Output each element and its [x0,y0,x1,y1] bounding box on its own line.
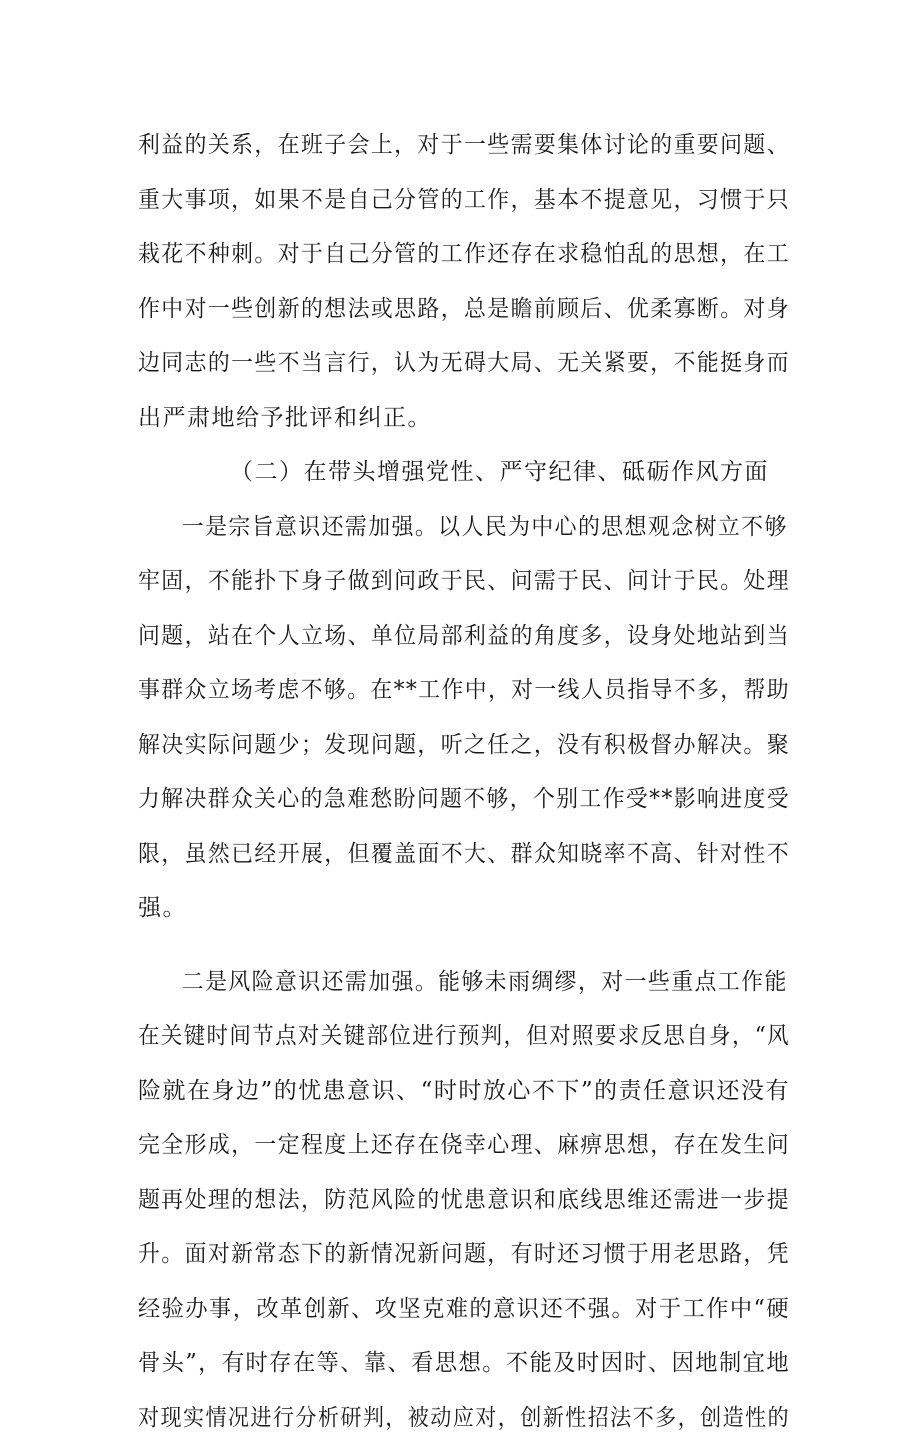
document-body [138,118,790,1445]
text-line: 作中对一些创新的想法或思路，总是瞻前顾后、优柔寡断。对身 [138,282,758,337]
text-line: 解决实际问题少；发现问题，听之任之，没有积极督办解决。聚 [138,718,758,773]
text-line: 对现实情况进行分析研判，被动应对，创新性招法不多，创造性的 [138,1391,736,1445]
text-line: 事群众立场考虑不够。在**工作中，对一线人员指导不多，帮助 [138,663,756,718]
text-line: 完全形成，一定程度上还存在侥幸心理、麻痹思想，存在发生问 [138,1118,758,1173]
text-line: 二是风险意识还需加强。能够未雨绸缪，对一些重点工作能 [138,955,758,1010]
text-line: 重大事项，如果不是自己分管的工作，基本不提意见，习惯于只 [138,173,758,228]
text-line: 栽花不种刺。对于自己分管的工作还存在求稳怕乱的思想，在工 [138,227,758,282]
text-line: 边同志的一些不当言行，认为无碍大局、无关紧要，不能挺身而 [138,336,758,391]
paragraph-gap [138,936,790,955]
text-line: 险就在身边”的忧患意识、“时时放心不下”的责任意识还没有 [138,1064,790,1119]
text-line: 限，虽然已经开展，但覆盖面不大、群众知晓率不高、针对性不 [138,827,758,882]
text-line: 骨头”，有时存在等、靠、看思想。不能及时因时、因地制宜地 [138,1336,768,1391]
text-line: 利益的关系，在班子会上，对于一些需要集体讨论的重要问题、 [138,118,758,173]
paragraph-2 [138,500,790,936]
text-line: 牢固，不能扑下身子做到问政于民、问需于民、问计于民。处理 [138,554,758,609]
text-line: 经验办事，改革创新、攻坚克难的意识还不强。对于工作中“硬 [138,1282,768,1337]
text-line: 问题，站在个人立场、单位局部利益的角度多，设身处地站到当 [138,609,758,664]
text-line: 一是宗旨意识还需加强。以人民为中心的思想观念树立不够 [138,500,758,555]
text-line: 在关键时间节点对关键部位进行预判，但对照要求反思自身，“风 [138,1009,746,1064]
paragraph-3 [138,955,790,1445]
paragraph-1 [138,118,790,445]
text-line: 力解决群众关心的急难愁盼问题不够，个别工作受**影响进度受 [138,772,756,827]
text-line: 题再处理的想法，防范风险的忧患意识和底线思维还需进一步提 [138,1173,758,1228]
text-line: 强。 [138,881,790,936]
text-line: 升。面对新常态下的新情况新问题，有时还习惯于用老思路，凭 [138,1227,758,1282]
section-heading: （二）在带头增强党性、严守纪律、砥砺作风方面 [138,445,790,500]
text-line: 出严肃地给予批评和纠正。 [138,391,790,446]
